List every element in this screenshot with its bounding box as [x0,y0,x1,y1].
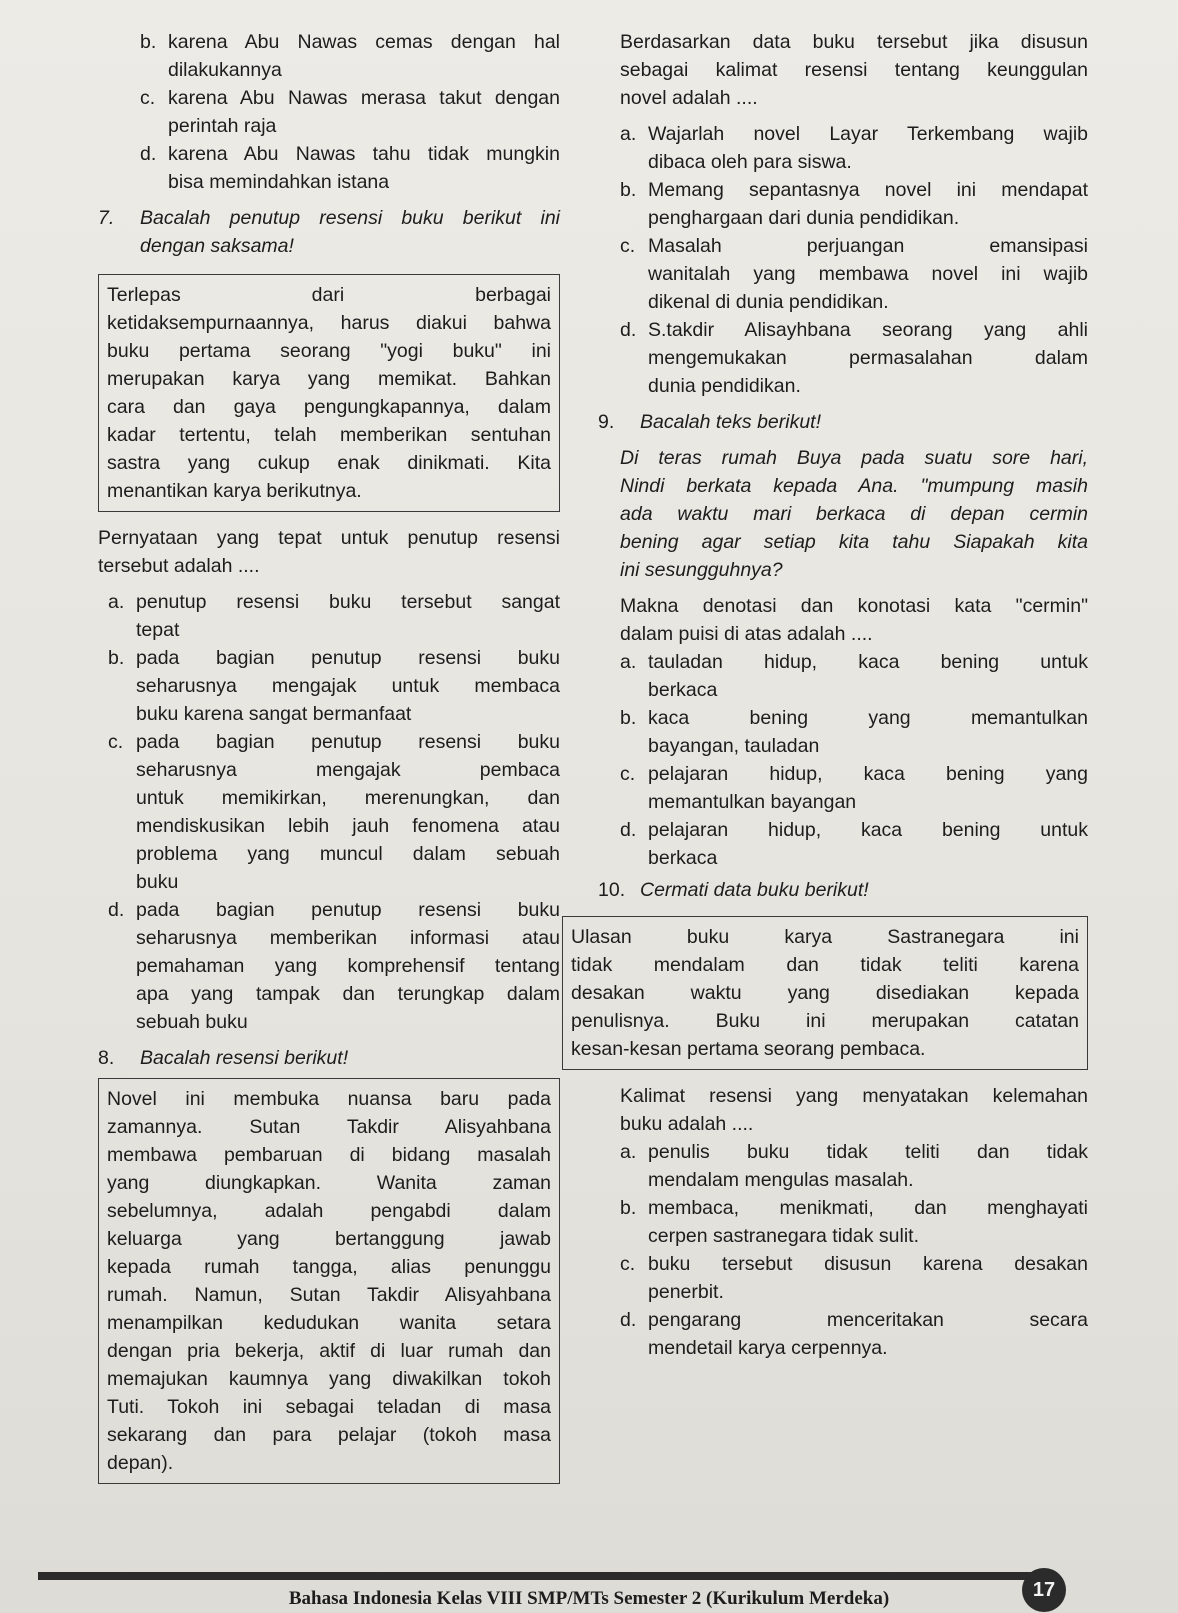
q10-option-b[interactable] [620,1194,1088,1250]
q6-option-d[interactable] [140,140,560,196]
q7-option-a[interactable] [108,588,560,644]
q8-option-b[interactable] [620,176,1088,232]
option-text [648,176,1088,232]
option-key: a. [108,591,125,613]
option-text [648,816,1088,872]
option-text [648,1306,1088,1362]
option-text [648,704,1088,760]
option-line: penutup resensi buku tersebut sangat [136,591,560,613]
option-text [648,1250,1088,1306]
option-key: b. [620,1197,637,1219]
left-column [98,28,560,1496]
option-line: pada bagian penutup resensi buku [136,899,560,921]
option-line: sebuah buku [136,1011,248,1033]
option-line: perintah raja [168,115,277,137]
option-text [136,896,560,1036]
review-line: dengan pria bekerja, aktif di luar rumah dan [107,1340,551,1362]
option-line: cerpen sastranegara tidak sulit. [648,1225,919,1247]
option-line: dunia pendidikan. [648,375,801,397]
option-line: untuk memikirkan, merenungkan, dan [136,787,560,809]
option-text [136,644,560,728]
option-line: dilakukannya [168,59,282,81]
q8-option-c[interactable] [620,232,1088,316]
q9-number: 9. [598,411,615,433]
option-text [648,760,1088,816]
option-line: pada bagian penutup resensi buku [136,731,560,753]
option-line: pelajaran hidup, kaca bening untuk [648,819,1088,841]
question-line: Makna denotasi dan konotasi kata "cermin" [620,595,1088,617]
option-key: c. [620,235,636,257]
q10-data-box [562,916,1088,1070]
q6-option-b[interactable] [140,28,560,84]
question-line: buku adalah .... [620,1113,754,1135]
data-line: Ulasan buku karya Sastranegara ini [571,926,1079,948]
option-line: S.takdir Alisayhbana seorang yang ahli [648,319,1088,341]
right-column [571,28,1088,1362]
option-key: c. [108,731,124,753]
option-line: dikenal di dunia pendidikan. [648,291,889,313]
review-line: menampilkan kedudukan wanita setara [107,1312,551,1334]
option-line: penghargaan dari dunia pendidikan. [648,207,960,229]
q9-poem [598,444,1088,584]
option-key: a. [620,123,637,145]
q8-option-a[interactable] [620,120,1088,176]
option-key: d. [620,819,637,841]
data-line: kesan-kesan pertama seorang pembaca. [571,1038,926,1060]
option-line: buku tersebut disusun karena desakan [648,1253,1088,1275]
excerpt-line: menantikan karya berikutnya. [107,480,362,502]
q8-question [598,28,1088,112]
option-key: d. [620,1309,637,1331]
review-line: rumah. Namun, Sutan Takdir Alisyahbana [107,1284,551,1306]
page-footer [0,1568,1178,1613]
excerpt-line: merupakan karya yang memikat. Bahkan [107,368,551,390]
option-text [168,140,560,196]
q8-prompt: 8. Bacalah resensi berikut! [98,1044,560,1072]
option-key: a. [620,1141,637,1163]
q10-question [598,1082,1088,1138]
option-text [648,1138,1088,1194]
option-line: karena Abu Nawas merasa takut dengan [168,87,560,109]
option-line: dibaca oleh para siswa. [648,151,852,173]
option-line: karena Abu Nawas tahu tidak mungkin [168,143,560,165]
q9-option-d[interactable] [620,816,1088,872]
option-line: tepat [136,619,180,641]
q9-prompt: 9. Bacalah teks berikut! [598,408,1088,436]
excerpt-line: buku pertama seorang "yogi buku" ini [107,340,551,362]
q9-options [598,648,1088,872]
option-line: berkaca [648,847,718,869]
option-key: d. [620,319,637,341]
option-line: tauladan hidup, kaca bening untuk [648,651,1088,673]
poem-line: bening agar setiap kita tahu Siapakah kita [620,531,1088,553]
review-line: memajukan kaumnya yang diwakilkan tokoh [107,1368,551,1390]
poem-line: ada waktu mari berkaca di depan cermin [620,503,1088,525]
q10-options [598,1138,1088,1362]
q9-option-b[interactable] [620,704,1088,760]
option-line: mendalam mengulas masalah. [648,1169,914,1191]
q9-question [598,592,1088,648]
option-line: penulis buku tidak teliti dan tidak [648,1141,1088,1163]
q8-review-box [98,1078,560,1484]
option-line: Memang sepantasnya novel ini mendapat [648,179,1088,201]
question-line: dalam puisi di atas adalah .... [620,623,873,645]
question-line: Kalimat resensi yang menyatakan kelemahan [620,1085,1088,1107]
option-line: kaca bening yang memantulkan [648,707,1088,729]
option-text [648,1194,1088,1250]
option-line: buku [136,871,179,893]
option-text [136,588,560,644]
option-line: problema yang muncul dalam sebuah [136,843,560,865]
excerpt-line: cara dan gaya pengungkapannya, dalam [107,396,551,418]
q6-options [98,28,560,196]
option-key: d. [108,899,125,921]
option-key: a. [620,651,637,673]
option-line: bisa memindahkan istana [168,171,390,193]
q10-prompt: 10. Cermati data buku berikut! [598,876,1088,904]
data-line: tidak mendalam dan tidak teliti karena [571,954,1079,976]
option-text [648,232,1088,316]
review-line: yang diungkapkan. Wanita zaman [107,1172,551,1194]
option-line: pengarang menceritakan secara [648,1309,1088,1331]
q7-option-d[interactable] [108,896,560,1036]
poem-line: Di teras rumah Buya pada suatu sore hari, [620,447,1088,469]
q8-options [598,120,1088,400]
footer-rule [38,1572,1038,1580]
q10-option-a[interactable] [620,1138,1088,1194]
option-key: b. [620,179,637,201]
q7-option-c[interactable] [108,728,560,896]
poem-line: ini sesungguhnya? [620,559,783,581]
option-line: Masalah perjuangan emansipasi [648,235,1088,257]
option-text [168,28,560,84]
q9-option-a[interactable] [620,648,1088,704]
option-key: c. [620,1253,636,1275]
q7-options [98,588,560,1036]
option-line: seharusnya memberikan informasi atau [136,927,560,949]
option-line: Wajarlah novel Layar Terkembang wajib [648,123,1088,145]
q10-number: 10. [598,879,626,901]
review-line: sebelumnya, adalah pengabdi dalam [107,1200,551,1222]
page-number-badge: 17 [1022,1568,1066,1612]
option-line: memantulkan bayangan [648,791,857,813]
review-line: membawa pembaruan di bidang masalah [107,1144,551,1166]
review-line: Tuti. Tokoh ini sebagai teladan di masa [107,1396,551,1418]
q9-option-c[interactable] [620,760,1088,816]
option-line: karena Abu Nawas cemas dengan hal [168,31,560,53]
q7-prompt: 7. Bacalah penutup resensi buku berikut ini dengan saksama! [98,204,560,260]
option-line: mengemukakan permasalahan dalam [648,347,1088,369]
option-line: mendetail karya cerpennya. [648,1337,888,1359]
review-line: zamannya. Sutan Takdir Alisyahbana [107,1116,551,1138]
option-key: b. [620,707,637,729]
excerpt-line: sastra yang cukup enak dinikmati. Kita [107,452,551,474]
option-line: berkaca [648,679,718,701]
q10-option-c[interactable] [620,1250,1088,1306]
review-line: keluarga yang bertanggung jawab [107,1228,551,1250]
q7-excerpt-box [98,274,560,512]
option-line: penerbit. [648,1281,724,1303]
excerpt-line: ketidaksempurnaannya, harus diakui bahwa [107,312,551,334]
data-line: desakan waktu yang disediakan kepada [571,982,1079,1004]
excerpt-line: kadar tertentu, telah memberikan sentuhan [107,424,551,446]
option-text [136,728,560,896]
option-key: c. [620,763,636,785]
option-line: wanitalah yang membawa novel ini wajib [648,263,1088,285]
option-key: b. [140,31,157,53]
q6-option-c[interactable] [140,84,560,140]
option-text [648,120,1088,176]
review-line: kepada rumah tangga, alias penunggu [107,1256,551,1278]
q7-question: Pernyataan yang tepat untuk penutup resensi tersebut adalah .... [98,527,560,577]
poem-line: Nindi berkata kepada Ana. "mumpung masih [620,475,1088,497]
option-line: membaca, menikmati, dan menghayati [648,1197,1088,1219]
option-key: d. [140,143,157,165]
review-line: depan). [107,1452,174,1474]
option-line: buku karena sangat bermanfaat [136,703,412,725]
option-line: seharusnya mengajak untuk membaca [136,675,560,697]
excerpt-line: Terlepas dari berbagai [107,284,551,306]
option-line: seharusnya mengajak pembaca [136,759,560,781]
option-key: c. [140,87,156,109]
option-key: b. [108,647,125,669]
q7-option-b[interactable] [108,644,560,728]
option-line: pemahaman yang komprehensif tentang [136,955,560,977]
option-text [168,84,560,140]
option-text [648,316,1088,400]
option-line: pelajaran hidup, kaca bening yang [648,763,1088,785]
option-line: bayangan, tauladan [648,735,820,757]
review-line: sekarang dan para pelajar (tokoh masa [107,1424,551,1446]
q8-option-d[interactable] [620,316,1088,400]
review-line: Novel ini membuka nuansa baru pada [107,1088,551,1110]
option-line: pada bagian penutup resensi buku [136,647,560,669]
footer-book-title: Bahasa Indonesia Kelas VIII SMP/MTs Semester 2 (Kurikulum Merdeka) [288,1588,890,1609]
q7-number: 7. [98,207,115,229]
option-line: apa yang tampak dan terungkap dalam [136,983,560,1005]
data-line: penulisnya. Buku ini merupakan catatan [571,1010,1079,1032]
q8-number: 8. [98,1047,115,1069]
question-line: novel adalah .... [620,87,758,109]
option-text [648,648,1088,704]
question-line: Berdasarkan data buku tersebut jika disusun [620,31,1088,53]
option-line: mendiskusikan lebih jauh fenomena atau [136,815,560,837]
question-line: sebagai kalimat resensi tentang keunggulan [620,59,1088,81]
q10-option-d[interactable] [620,1306,1088,1362]
